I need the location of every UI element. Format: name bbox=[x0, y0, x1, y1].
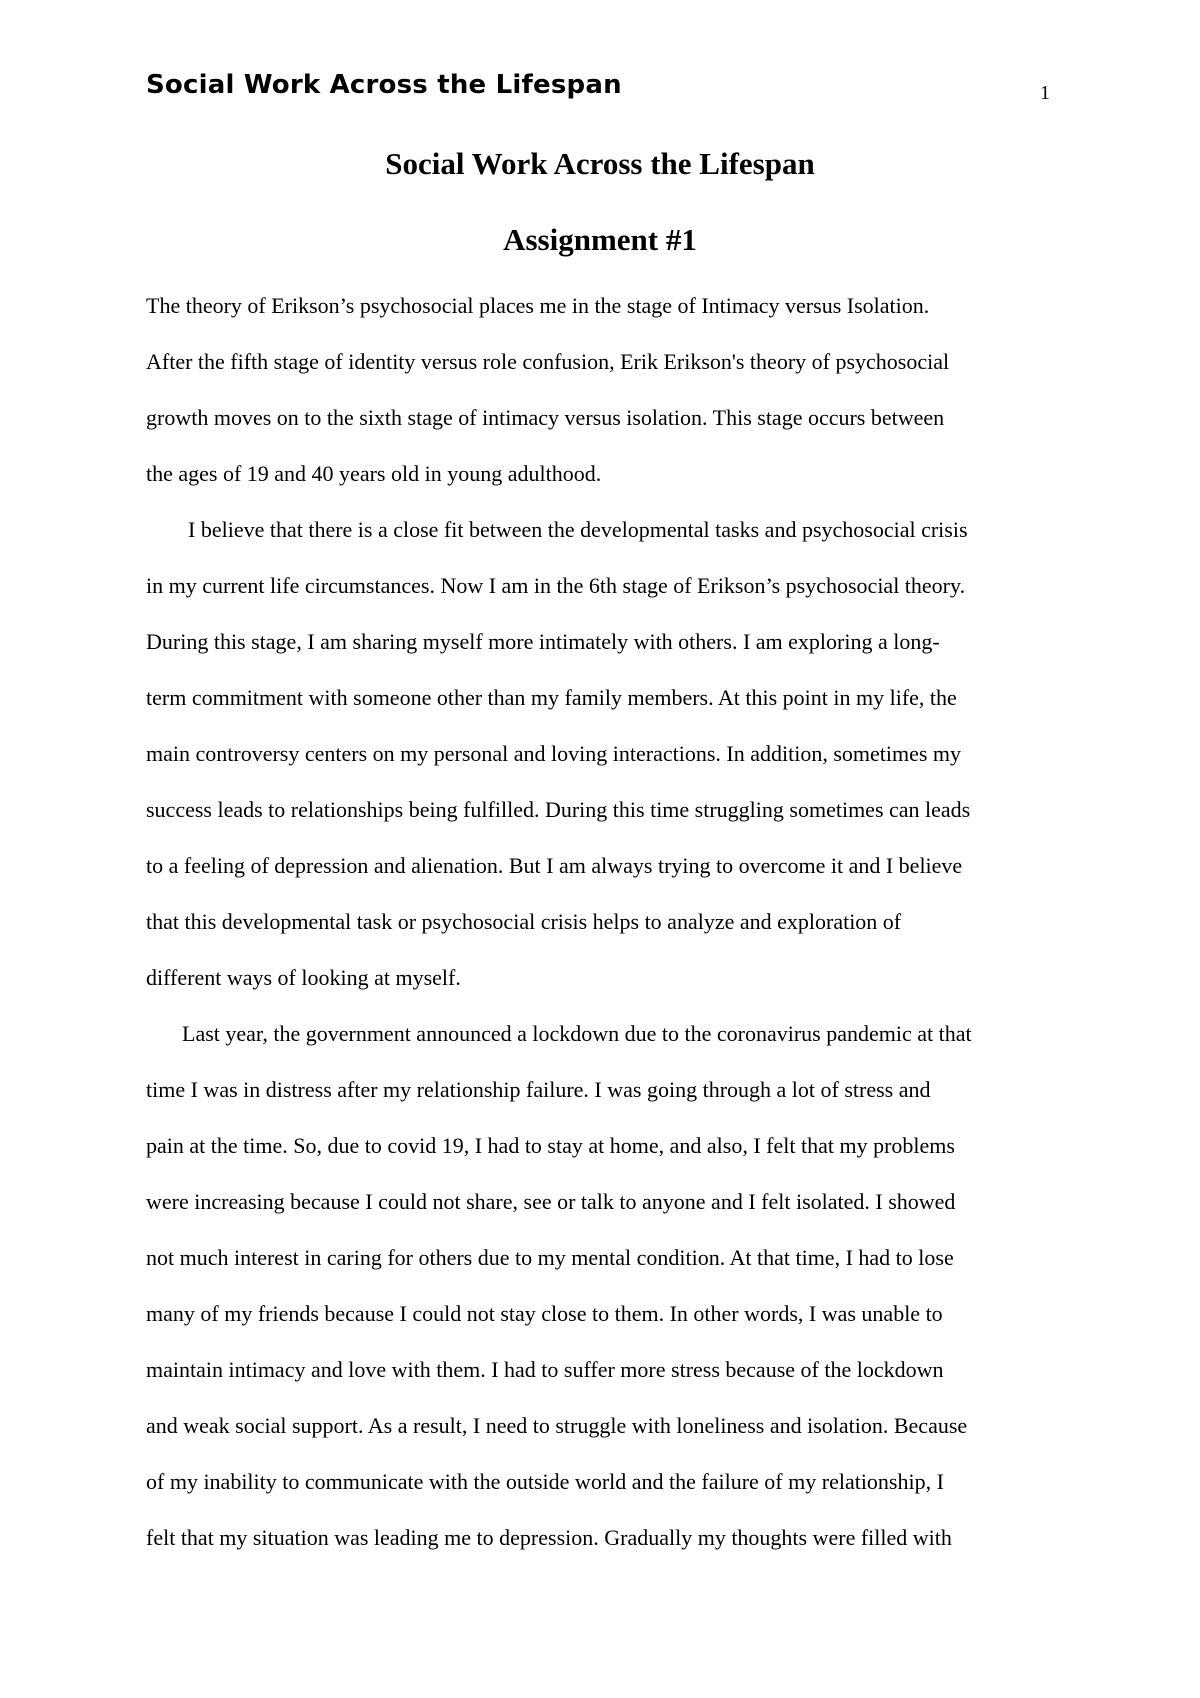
text-line: not much interest in caring for others due to my mental condition. At that time, I had to lose bbox=[146, 1245, 954, 1270]
text-line: Last year, the government announced a lockdown due to the coronavirus pandemic at that bbox=[182, 1021, 972, 1046]
document-title: Social Work Across the Lifespan bbox=[385, 146, 815, 181]
paragraph-1 bbox=[146, 291, 1068, 515]
assignment-subtitle: Assignment #1 bbox=[503, 222, 697, 257]
paragraph-3 bbox=[146, 1019, 1068, 1579]
text-line: to a feeling of depression and alienation. But I am always trying to overcome it and I believe bbox=[146, 853, 963, 878]
text-line: growth moves on to the sixth stage of intimacy versus isolation. This stage occurs between bbox=[146, 405, 945, 430]
text-line: term commitment with someone other than my family members. At this point in my life, the bbox=[146, 685, 957, 710]
text-line: maintain intimacy and love with them. I had to suffer more stress because of the lockdown bbox=[146, 1357, 944, 1382]
text-line: success leads to relationships being fulfilled. During this time struggling sometimes can leads bbox=[146, 797, 971, 822]
text-line: the ages of 19 and 40 years old in young adulthood. bbox=[146, 461, 602, 486]
running-head: Social Work Across the Lifespan bbox=[146, 70, 622, 100]
text-line: After the fifth stage of identity versus role confusion, Erik Erikson's theory of psychosocial bbox=[146, 349, 950, 374]
text-line: many of my friends because I could not stay close to them. In other words, I was unable to bbox=[146, 1301, 943, 1326]
text-line: The theory of Erikson’s psychosocial places me in the stage of Intimacy versus Isolation. bbox=[146, 293, 930, 318]
text-line: were increasing because I could not share, see or talk to anyone and I felt isolated. I showed bbox=[146, 1189, 956, 1214]
text-line: I believe that there is a close fit between the developmental tasks and psychosocial crisis bbox=[188, 517, 968, 542]
text-line: of my inability to communicate with the outside world and the failure of my relationship, I bbox=[146, 1469, 944, 1494]
text-line: main controversy centers on my personal and loving interactions. In addition, sometimes my bbox=[146, 741, 962, 766]
text-line: that this developmental task or psychosocial crisis helps to analyze and exploration of bbox=[146, 909, 902, 934]
text-line: time I was in distress after my relationship failure. I was going through a lot of stress and bbox=[146, 1077, 931, 1102]
text-line: pain at the time. So, due to covid 19, I had to stay at home, and also, I felt that my problems bbox=[146, 1133, 955, 1158]
paragraph-2 bbox=[146, 515, 1068, 1019]
text-line: different ways of looking at myself. bbox=[146, 965, 461, 990]
text-line: During this stage, I am sharing myself more intimately with others. I am exploring a long- bbox=[146, 629, 940, 654]
body-text bbox=[146, 291, 1068, 1579]
text-line: in my current life circumstances. Now I am in the 6th stage of Erikson’s psychosocial theory. bbox=[146, 573, 966, 598]
page-number: 1 bbox=[1040, 82, 1050, 104]
text-line: and weak social support. As a result, I need to struggle with loneliness and isolation. Because bbox=[146, 1413, 968, 1438]
text-line: felt that my situation was leading me to depression. Gradually my thoughts were filled with bbox=[146, 1525, 952, 1550]
